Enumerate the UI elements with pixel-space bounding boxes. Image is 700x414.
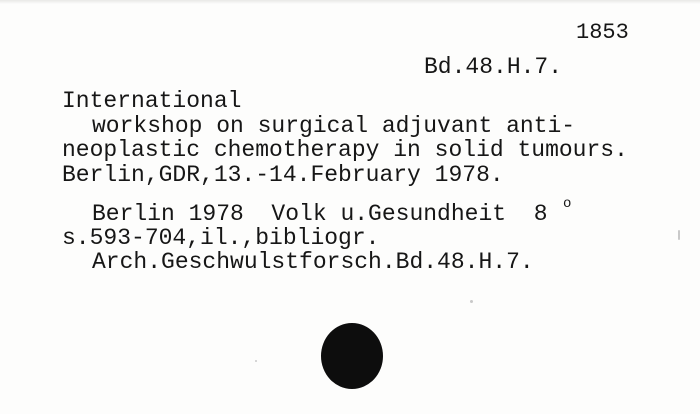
series-line: Arch.Geschwulstforsch.Bd.48.H.7.: [92, 249, 534, 275]
punch-hole: [321, 323, 383, 389]
imprint-line: [92, 203, 548, 226]
collation-line: s.593-704,il.,bibliogr.: [62, 225, 380, 251]
paper-speck: [470, 300, 473, 303]
card-top-edge: [0, 0, 700, 4]
imprint-text: Berlin 1978 Volk u.Gesundheit: [92, 201, 507, 227]
paper-speck: [255, 360, 257, 362]
title-line-1: International: [62, 88, 242, 114]
paper-speck: [678, 230, 680, 240]
accession-number: 1853: [576, 20, 629, 45]
title-line-4: Berlin,GDR,13.-14.February 1978.: [62, 162, 504, 188]
format-degree: o: [563, 196, 572, 212]
title-line-2: workshop on surgical adjuvant anti-: [92, 113, 576, 139]
call-number: Bd.48.H.7.: [424, 54, 563, 80]
format-number: 8: [533, 201, 548, 227]
title-line-3: neoplastic chemotherapy in solid tumours.: [62, 137, 628, 163]
